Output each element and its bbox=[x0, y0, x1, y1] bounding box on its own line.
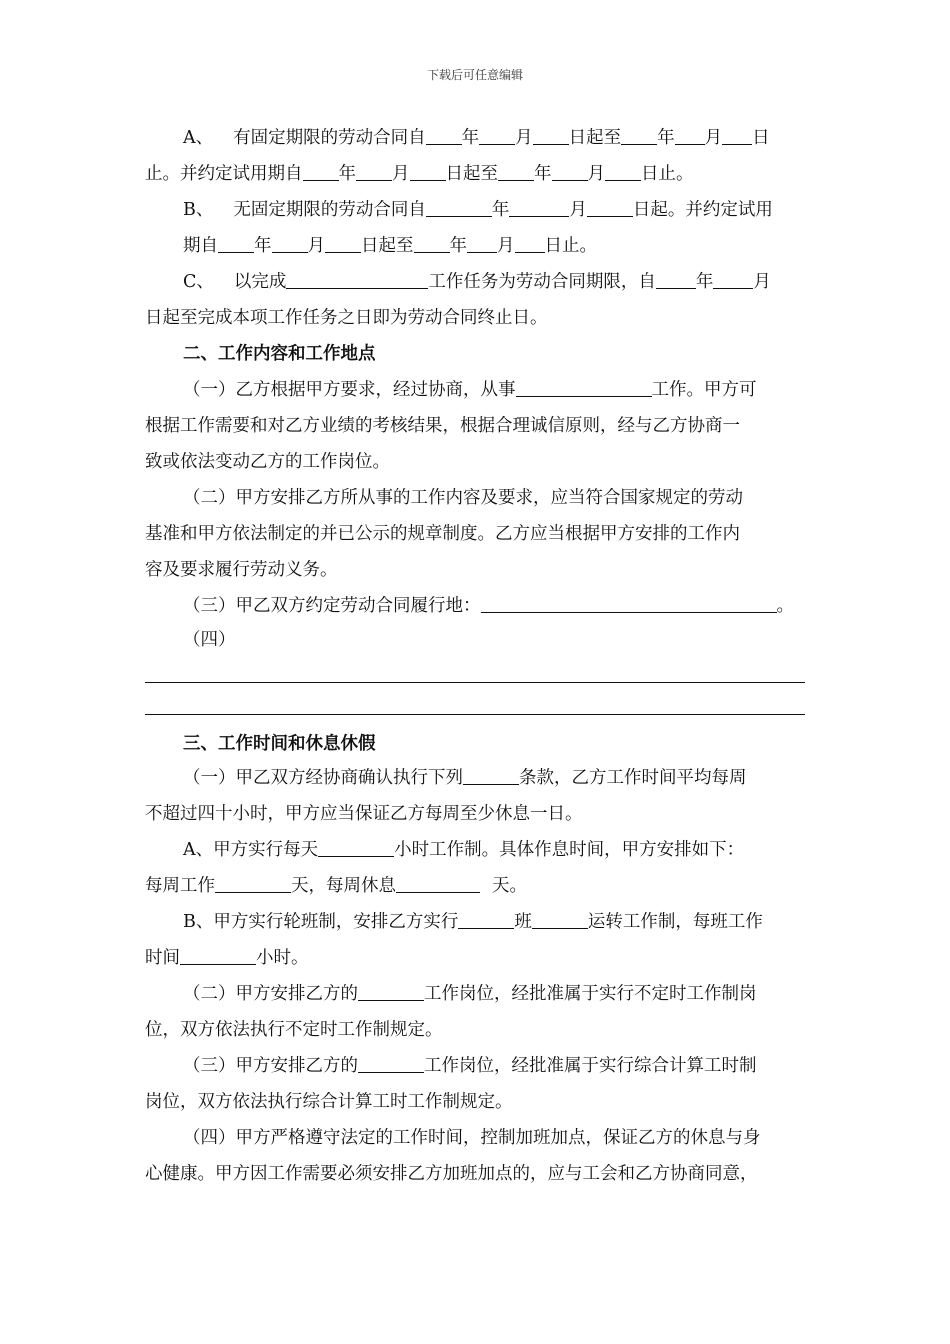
workdays-blank[interactable] bbox=[215, 874, 291, 893]
s2-p1-line3: 致或依法变动乙方的工作岗位。 bbox=[145, 452, 390, 472]
s2-p2-line1: （二）甲方安排乙方所从事的工作内容及要求，应当符合国家规定的劳动 bbox=[183, 488, 743, 508]
text: 年 bbox=[695, 272, 714, 292]
text: （一）乙方根据甲方要求，经过协商，从事 bbox=[183, 380, 516, 400]
text: 有固定期限的劳动合同自 bbox=[233, 128, 426, 148]
day-blank[interactable] bbox=[515, 234, 545, 253]
day-blank[interactable] bbox=[325, 234, 361, 253]
s3-p1-line2: 不超过四十小时，甲方应当保证乙方每周至少休息一日。 bbox=[145, 804, 583, 824]
day-blank[interactable] bbox=[410, 162, 446, 181]
text: 月 bbox=[587, 164, 605, 184]
hours-blank[interactable] bbox=[318, 838, 394, 857]
text: （三）甲乙双方约定劳动合同履行地： bbox=[183, 596, 481, 616]
text: 日起至 bbox=[568, 128, 622, 148]
clause-a-label: A、 bbox=[183, 128, 214, 148]
month-blank[interactable] bbox=[479, 126, 515, 145]
day-blank[interactable] bbox=[722, 126, 752, 145]
month-blank[interactable] bbox=[552, 162, 588, 181]
day-blank[interactable] bbox=[587, 198, 633, 217]
text: 日起至 bbox=[361, 236, 414, 256]
text: 以完成 bbox=[233, 272, 287, 292]
job-blank[interactable] bbox=[516, 378, 652, 397]
s2-p2-line2: 基准和甲方依法制定的并已公示的规章制度。乙方应当根据甲方安排的工作内 bbox=[145, 524, 740, 544]
text: 运转工作制，每班工作 bbox=[587, 912, 763, 932]
text: 年 bbox=[461, 128, 480, 148]
s3-b-line2 bbox=[145, 946, 309, 970]
text: 日起至 bbox=[445, 164, 498, 184]
restdays-blank[interactable] bbox=[396, 874, 480, 893]
text: 工作。甲方可 bbox=[651, 380, 757, 400]
s3-p3-line1 bbox=[183, 1054, 757, 1078]
month-blank[interactable] bbox=[675, 126, 705, 145]
s3-a-line2 bbox=[145, 874, 527, 898]
s3-p4-line2: 心健康。甲方因工作需要必须安排乙方加班加点的，应与工会和乙方协商同意， bbox=[145, 1164, 758, 1184]
text: 工作岗位，经批准属于实行综合计算工时制 bbox=[424, 1056, 757, 1076]
text: 年 bbox=[657, 128, 675, 148]
text: 时间 bbox=[145, 948, 180, 968]
text: 月 bbox=[753, 272, 771, 292]
task-blank[interactable] bbox=[286, 270, 428, 289]
clause-b-line2 bbox=[183, 234, 597, 258]
clause-c-label: C、 bbox=[183, 272, 214, 292]
year-blank[interactable] bbox=[426, 198, 492, 217]
s2-p4-line: （四） bbox=[183, 630, 236, 650]
s3-p4-line1: （四）甲方严格遵守法定的工作时间，控制加班加点，保证乙方的休息与身 bbox=[183, 1128, 761, 1148]
s2-p1-line2: 根据工作需要和对乙方业绩的考核结果，根据合理诚信原则，经与乙方协商一 bbox=[145, 416, 740, 436]
text: 日止。 bbox=[544, 236, 597, 256]
text: 年 bbox=[491, 200, 510, 220]
text: 月 bbox=[392, 164, 410, 184]
section-2-title: 二、工作内容和工作地点 bbox=[183, 344, 376, 364]
month-blank[interactable] bbox=[467, 234, 497, 253]
shift-blank[interactable] bbox=[458, 910, 514, 929]
text: 无固定期限的劳动合同自 bbox=[233, 200, 426, 220]
text: 每周工作 bbox=[145, 876, 215, 896]
text: 年 bbox=[338, 164, 356, 184]
text: 月 bbox=[704, 128, 723, 148]
text: 。 bbox=[776, 596, 794, 616]
text: 月 bbox=[497, 236, 515, 256]
text: 条款，乙方工作时间平均每周 bbox=[519, 768, 747, 788]
text: 班 bbox=[514, 912, 532, 932]
year-blank[interactable] bbox=[303, 162, 339, 181]
text: 期自 bbox=[183, 236, 218, 256]
s2-p3-line bbox=[183, 594, 794, 618]
s3-p1-line1 bbox=[183, 766, 747, 790]
year-blank[interactable] bbox=[426, 126, 462, 145]
page-header: 下载后可任意编辑 bbox=[426, 68, 523, 82]
text: 小时。 bbox=[256, 948, 309, 968]
clause-b-label: B、 bbox=[183, 200, 214, 220]
text: 止。并约定试用期自 bbox=[145, 164, 303, 184]
year-blank[interactable] bbox=[656, 270, 696, 289]
s3-b-line1 bbox=[183, 910, 763, 934]
rotation-blank[interactable] bbox=[532, 910, 588, 929]
text: 月 bbox=[569, 200, 587, 220]
day-blank[interactable] bbox=[605, 162, 641, 181]
text: 工作岗位，经批准属于实行不定时工作制岗 bbox=[424, 984, 757, 1004]
clause-a-line2 bbox=[145, 162, 694, 186]
day-blank[interactable] bbox=[533, 126, 569, 145]
month-blank[interactable] bbox=[713, 270, 753, 289]
clause-c-line1 bbox=[183, 270, 771, 294]
month-blank[interactable] bbox=[356, 162, 392, 181]
s3-p3-line2: 岗位，双方依法执行综合计算工时工作制规定。 bbox=[145, 1092, 513, 1112]
text: 日起。并约定试用 bbox=[632, 200, 773, 220]
text: （二）甲方安排乙方的 bbox=[183, 984, 358, 1004]
text: 天。 bbox=[492, 876, 527, 896]
s2-p2-line3: 容及要求履行劳动义务。 bbox=[145, 560, 338, 580]
month-blank[interactable] bbox=[272, 234, 308, 253]
s3-p2-line2: 位，双方依法执行不定时工作制规定。 bbox=[145, 1020, 443, 1040]
text: 月 bbox=[307, 236, 325, 256]
month-blank[interactable] bbox=[509, 198, 569, 217]
shift-hours-blank[interactable] bbox=[180, 946, 256, 965]
clause-blank[interactable] bbox=[463, 766, 519, 785]
year-blank[interactable] bbox=[621, 126, 657, 145]
year-blank[interactable] bbox=[498, 162, 534, 181]
post-blank[interactable] bbox=[358, 982, 424, 1001]
text: 年 bbox=[449, 236, 467, 256]
s3-p2-line1 bbox=[183, 982, 757, 1006]
post-blank[interactable] bbox=[358, 1054, 424, 1073]
year-blank[interactable] bbox=[218, 234, 254, 253]
text: B、甲方实行轮班制，安排乙方实行 bbox=[183, 912, 459, 932]
clause-c-line2: 日起至完成本项工作任务之日即为劳动合同终止日。 bbox=[145, 308, 548, 328]
text: （三）甲方安排乙方的 bbox=[183, 1056, 358, 1076]
s2-p1-line1 bbox=[183, 378, 757, 402]
text: 年 bbox=[534, 164, 552, 184]
text: 工作任务为劳动合同期限，自 bbox=[428, 272, 656, 292]
s3-a-line1 bbox=[183, 838, 744, 862]
text: 日止。 bbox=[641, 164, 694, 184]
text: A、甲方实行每天 bbox=[183, 840, 319, 860]
clause-b-line1 bbox=[183, 198, 773, 222]
location-blank[interactable] bbox=[481, 594, 777, 613]
blank-rule-2[interactable] bbox=[145, 714, 805, 715]
blank-rule-1[interactable] bbox=[145, 682, 805, 683]
text: 小时工作制。具体作息时间，甲方安排如下： bbox=[394, 840, 745, 860]
section-3-title: 三、工作时间和休息休假 bbox=[183, 734, 376, 754]
text: 日 bbox=[752, 128, 770, 148]
text: 年 bbox=[254, 236, 272, 256]
text: 天，每周休息 bbox=[291, 876, 396, 896]
clause-a-line1 bbox=[183, 126, 770, 150]
year-blank[interactable] bbox=[414, 234, 450, 253]
text: 月 bbox=[515, 128, 533, 148]
text: （一）甲乙双方经协商确认执行下列 bbox=[183, 768, 463, 788]
